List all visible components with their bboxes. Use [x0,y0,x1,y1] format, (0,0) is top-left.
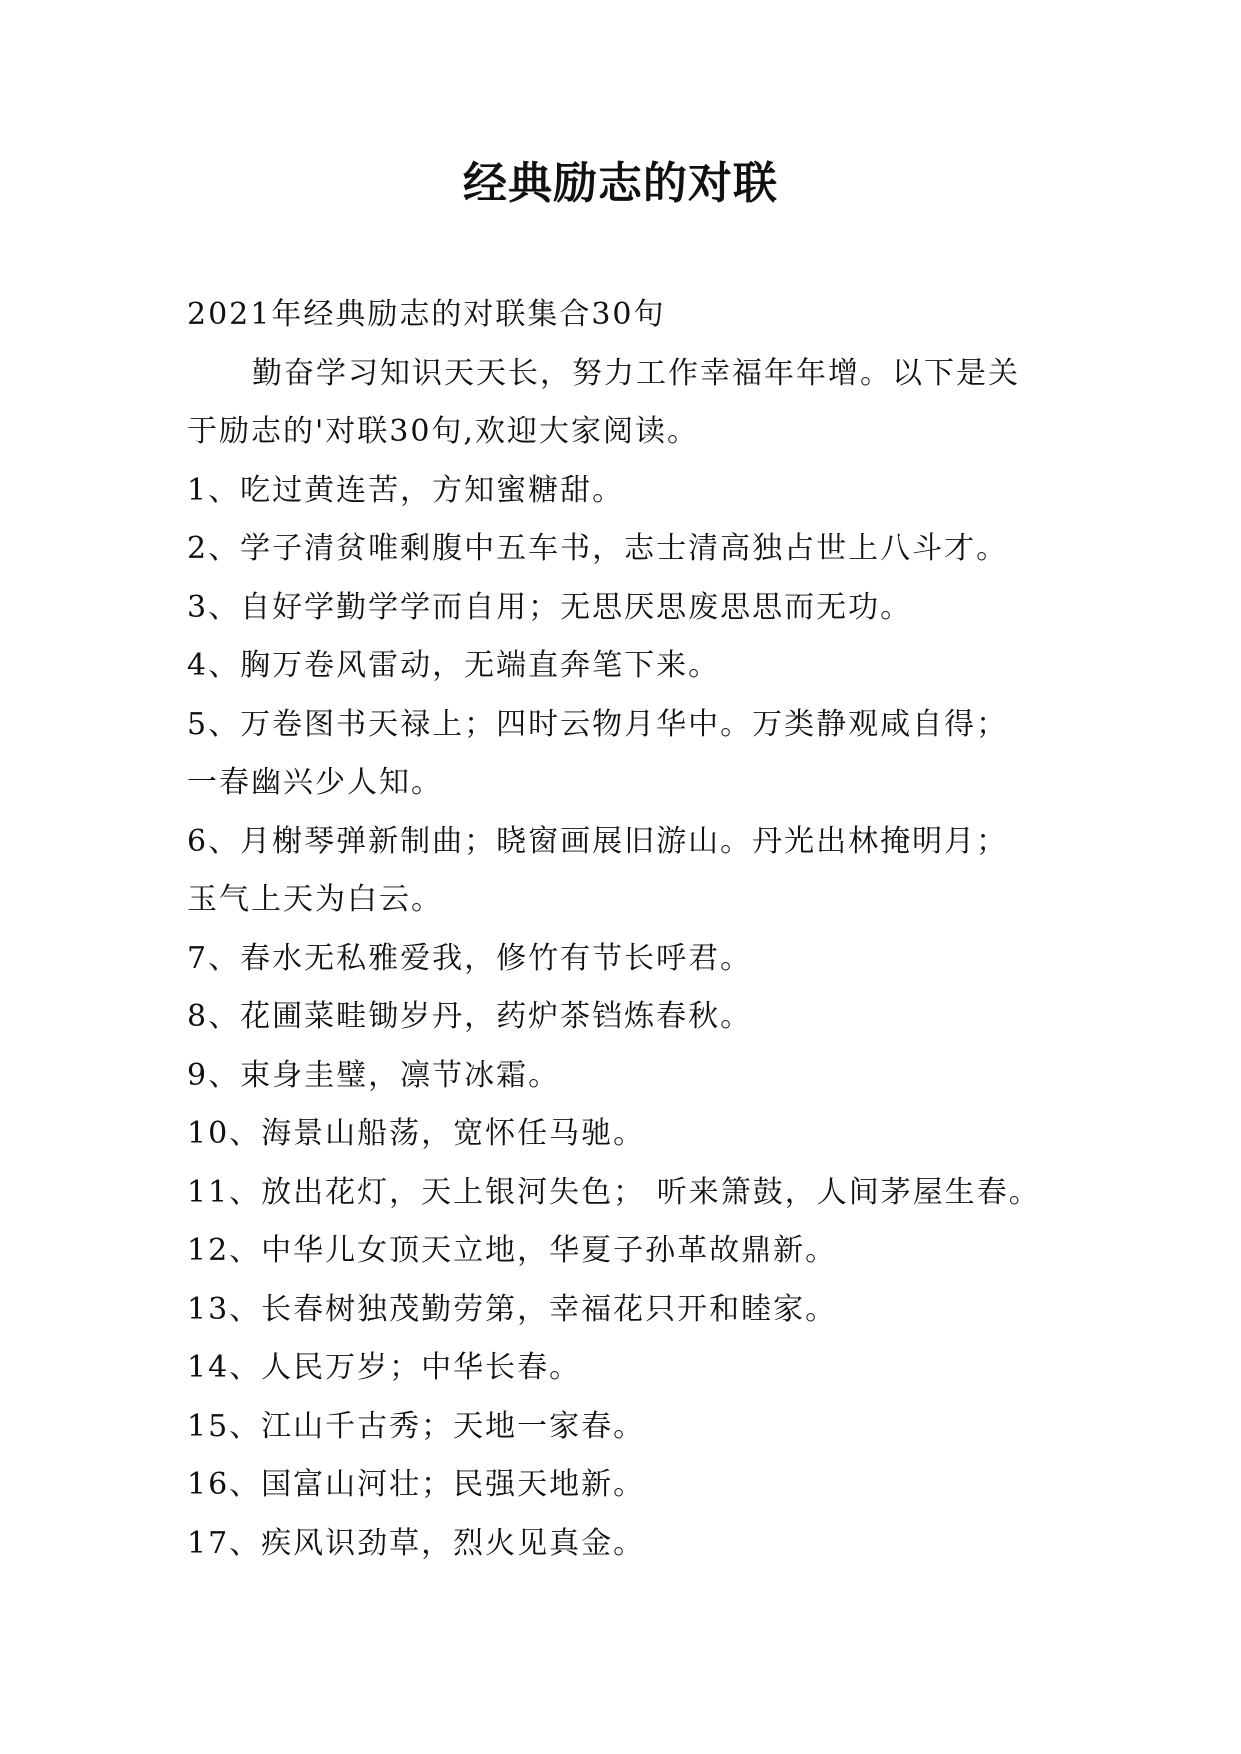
couplet-line: 11、放出花灯，天上银河失色； 听来箫鼓，人间茅屋生春。 [187,1174,1041,1210]
couplet-line: 13、长春树独茂勤劳第，幸福花只开和睦家。 [187,1291,838,1327]
couplet-line: 7、春水无私雅爱我，修竹有节长呼君。 [187,940,753,976]
couplet-line: 12、中华儿女顶天立地，华夏子孙革故鼎新。 [187,1233,838,1268]
couplet-line: 6、月榭琴弹新制曲；晓窗画展旧游山。丹光出林掩明月； [187,823,1009,859]
couplet-line [187,1573,1087,1632]
couplet-line: 9、束身圭璧，凛节冰霜。 [187,1057,561,1093]
couplet-line: 16、国富山河壮；民强天地新。 [187,1467,646,1502]
subtitle-line: 2021年经典励志的对联集合30句 [187,297,666,332]
document-title: 经典励志的对联 [463,158,778,209]
couplet-line [187,1632,1087,1691]
couplet-line: 2、学子清贫唯剩腹中五车书，志士清高独占世上八斗才。 [187,531,1009,566]
couplet-line: 玉气上天为白云。 [187,882,443,917]
couplet-line: 4、胸万卷风雷动，无端直奔笔下来。 [187,648,721,683]
couplet-line: 15、江山千古秀；天地一家春。 [187,1408,646,1444]
couplet-line: 14、人民万岁；中华长春。 [187,1350,582,1385]
couplet-line: 3、自好学勤学学而自用；无思厌思废思思而无功。 [187,589,913,625]
couplet-line: 1、吃过黄连苦，方知蜜糖甜。 [187,472,625,508]
couplet-line: 8、花圃菜畦锄岁丹，药炉茶铛炼春秋。 [187,999,753,1034]
intro-line-1: 勤奋学习知识天天长，努力工作幸福年年增。以下是关 [252,355,1020,391]
couplet-line: 17、疾风识劲草，烈火见真金。 [187,1525,646,1561]
intro-line-2: 于励志的'对联30句,欢迎大家阅读。 [187,414,699,449]
couplet-line: 一春幽兴少人知。 [187,765,443,800]
document-body [187,286,1087,1690]
couplet-line: 10、海景山船荡，宽怀任马驰。 [187,1116,646,1151]
couplet-line: 5、万卷图书天禄上；四时云物月华中。万类静观咸自得； [187,706,1009,742]
